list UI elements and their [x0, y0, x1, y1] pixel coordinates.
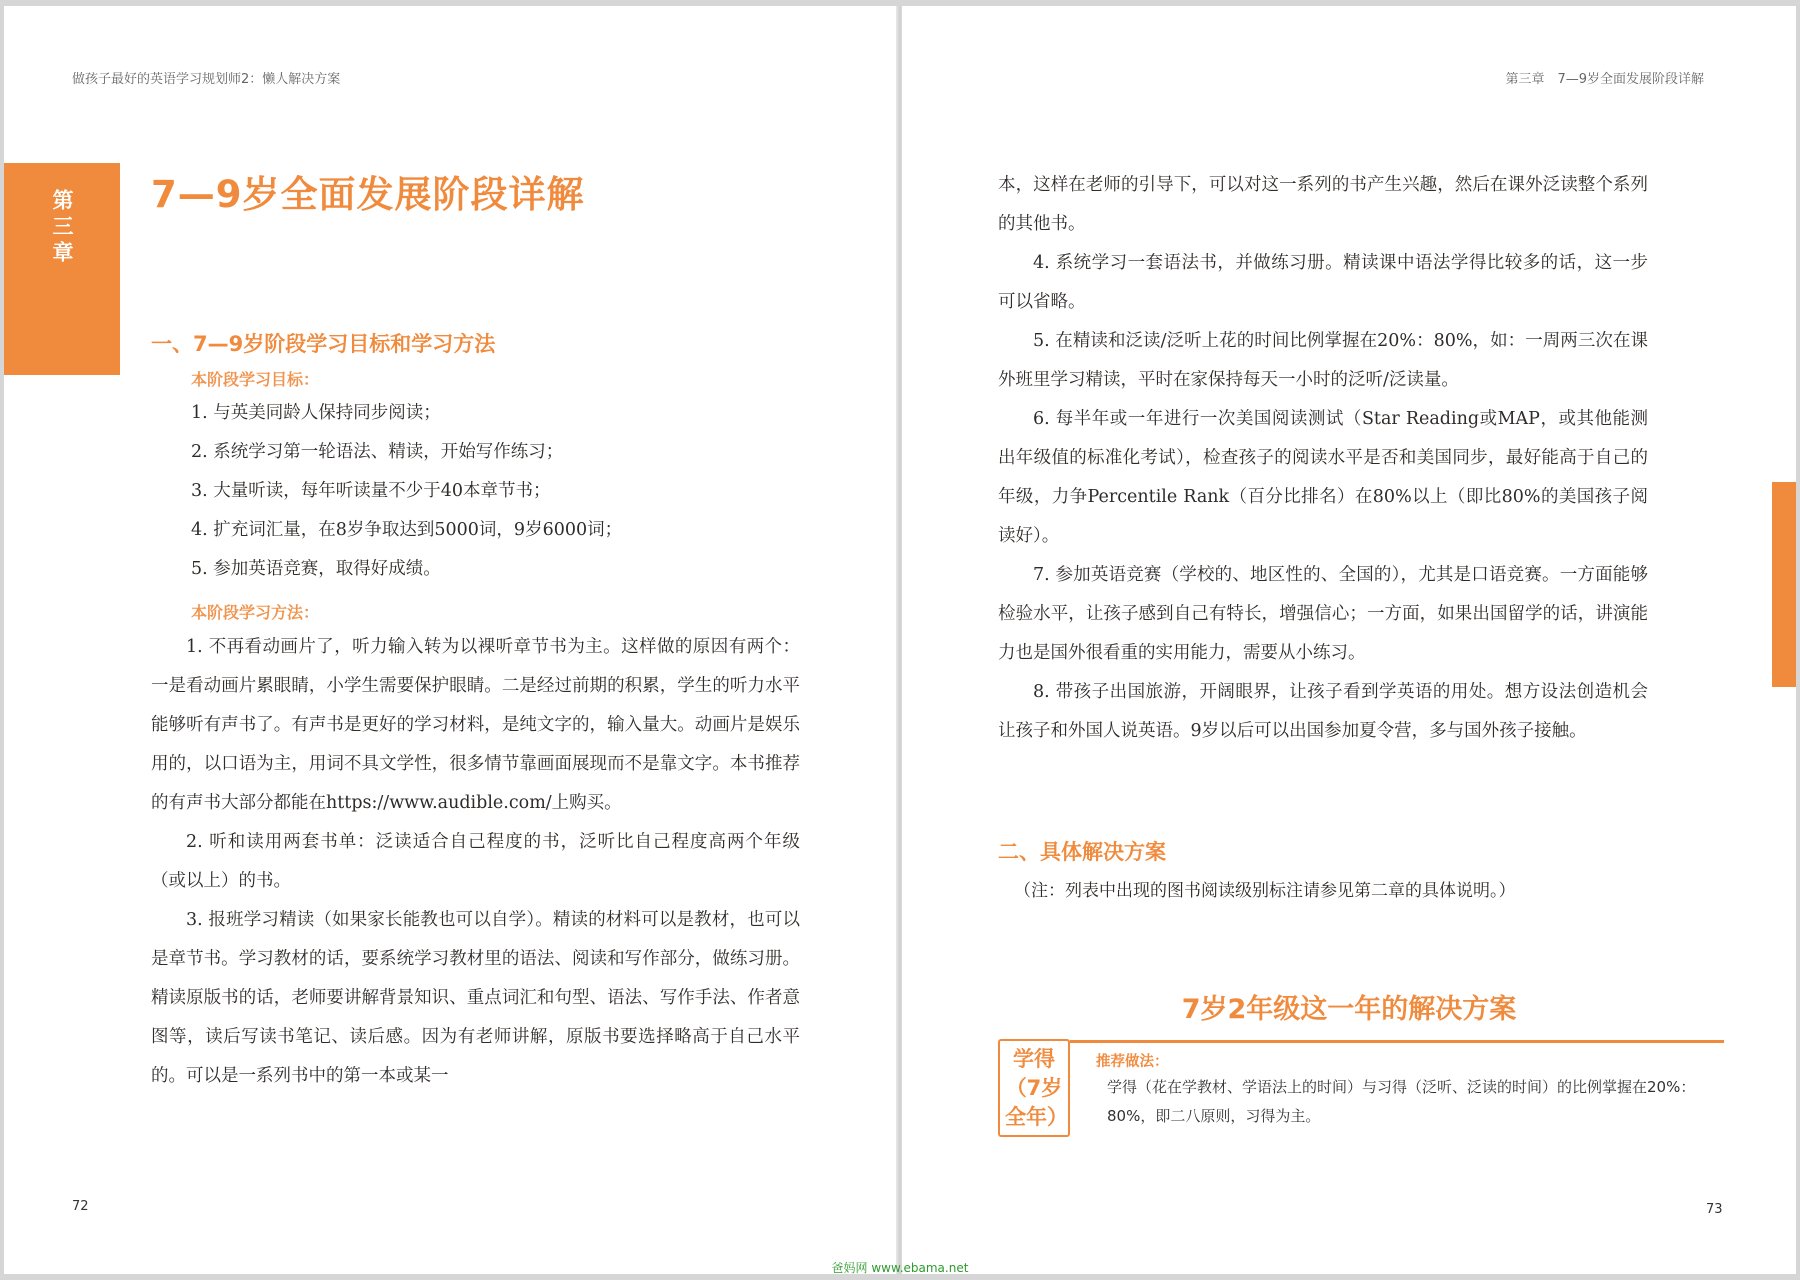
page-number: 73: [1706, 1202, 1723, 1217]
body-paragraph: 4. 系统学习一套语法书，并做练习册。精读课中语法学得比较多的话，这一步可以省略。: [998, 253, 1648, 312]
running-header: 第三章 7—9岁全面发展阶段详解: [1505, 72, 1704, 87]
solution-title: 7岁2年级这一年的解决方案: [1181, 994, 1517, 1025]
body-paragraph: 本，这样在老师的引导下，可以对这一系列的书产生兴趣，然后在课外泛读整个系列的其他书。: [998, 175, 1648, 234]
recommend-text: 学得（花在学教材、学语法上的时间）与习得（泛听、泛读的时间）的比例掌握在20%：80%，即二八原则，习得为主。: [1107, 1078, 1696, 1125]
recommend-label: 推荐做法：: [1096, 1054, 1169, 1070]
methods-heading: 本阶段学习方法：: [191, 603, 320, 622]
body-paragraph: 8. 带孩子出国旅游，开阔眼界，让孩子看到学英语的用处。想方设法创造机会让孩子和外国人说英语。9岁以后可以出国参加夏令营，多与国外孩子接触。: [998, 682, 1648, 741]
running-header: 做孩子最好的英语学习规划师2：懒人解决方案: [72, 72, 341, 87]
goal-item: 5. 参加英语竞赛，取得好成绩。: [191, 559, 441, 579]
right-body: [998, 166, 1648, 751]
left-page: [4, 6, 898, 1274]
body-paragraph: 7. 参加英语竞赛（学校的、地区性的、全国的），尤其是口语竞赛。一方面能够检验水平，让孩子感到自己有特长，增强信心；一方面，如果出国留学的话，讲演能力也是国外很看重的实用能力，需要从小练习。: [998, 565, 1648, 663]
right-page: [902, 6, 1796, 1274]
solution-rule: [1070, 1040, 1724, 1043]
body-paragraph: 6. 每半年或一年进行一次美国阅读测试（Star Reading或MAP，或其他能测出年级值的标准化考试），检查孩子的阅读水平是否和美国同步，最好能高于自己的年级，力争Percentile Rank（百分比排名）在80%以上（即比80%的美国孩子阅读好）。: [998, 409, 1648, 546]
section-heading: 一、7—9岁阶段学习目标和学习方法: [151, 332, 496, 356]
goal-item: 1. 与英美同龄人保持同步阅读；: [191, 403, 441, 423]
methods-body: [151, 628, 800, 1096]
section-heading: 二、具体解决方案: [998, 840, 1166, 864]
goal-item: 2. 系统学习第一轮语法、精读，开始写作练习；: [191, 442, 564, 462]
chapter-tab-label: 第三章: [50, 189, 74, 267]
body-paragraph: 5. 在精读和泛读/泛听上花的时间比例掌握在20%：80%，如：一周两三次在课外班里学习精读，平时在家保持每天一小时的泛听/泛读量。: [998, 331, 1648, 390]
chapter-tab: [4, 163, 120, 375]
method-paragraph: 1. 不再看动画片了，听力输入转为以裸听章节书为主。这样做的原因有两个：一是看动画片累眼睛，小学生需要保护眼睛。二是经过前期的积累，学生的听力水平能够听有声书了。有声书是更好的学习材料，是纯文字的，输入量大。动画片是娱乐用的，以口语为主，用词不具文学性，很多情节靠画面展现而不是靠文字。本书推荐的有声书大部分都能在https://www.audible.com/上购买。: [151, 637, 800, 813]
goal-item: 4. 扩充词汇量，在8岁争取达到5000词，9岁6000词；: [191, 520, 623, 540]
watermark: 爸妈网 www.ebama.net: [831, 1261, 969, 1275]
method-paragraph: 2. 听和读用两套书单：泛读适合自己程度的书，泛听比自己程度高两个年级（或以上）的书。: [151, 832, 800, 891]
goals-heading: 本阶段学习目标：: [191, 370, 320, 389]
chapter-edge-tab: [1772, 482, 1796, 687]
chapter-title: 7—9岁全面发展阶段详解: [151, 173, 585, 216]
goal-item: 3. 大量听读，每年听读量不少于40本章节书；: [191, 481, 551, 501]
method-paragraph: 3. 报班学习精读（如果家长能教也可以自学）。精读的材料可以是教材，也可以是章节书。学习教材的话，要系统学习教材里的语法、阅读和写作部分，做练习册。精读原版书的话，老师要讲解背景知识、重点词汇和句型、语法、写作手法、作者意图等，读后写读书笔记、读后感。因为有老师讲解，原版书要选择略高于自己水平的。可以是一系列书中的第一本或某一: [151, 910, 800, 1086]
table-note: （注：列表中出现的图书阅读级别标注请参见第二章的具体说明。）: [1014, 881, 1516, 901]
solution-label-box: [998, 1039, 1070, 1137]
solution-box-label: 学得（7岁全年）: [1005, 1046, 1068, 1129]
page-number: 72: [72, 1199, 89, 1214]
